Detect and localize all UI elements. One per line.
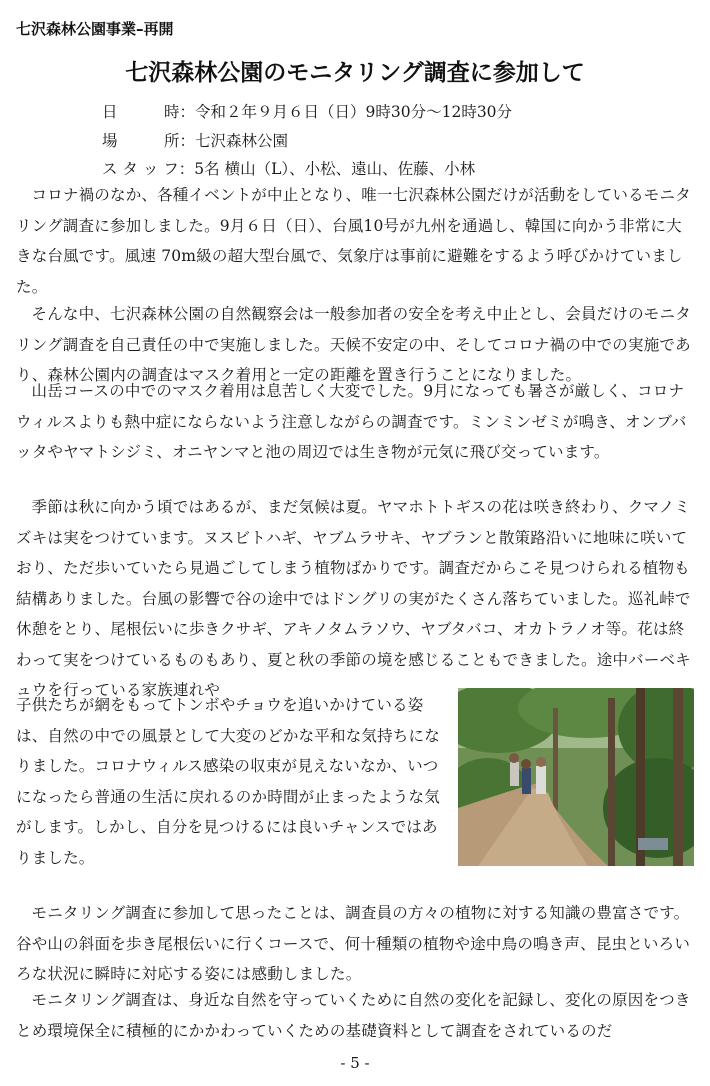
meta-staff [102,155,475,183]
paragraph-6: モニタリング調査は、身近な自然を守っていくために自然の変化を記録し、変化の原因をつきとめ環境保全に積極的にかかわっていくための基礎資料として調査をされているのだ [16,991,691,1040]
paragraph-4: 季節は秋に向かう頃ではあるが、まだ気候は夏。ヤマホトトギスの花は咲き終わり、クマノミズキは実をつけています。ヌスビトハギ、ヤブムラサキ、ヤブランと散策路沿いに地味に咲いており、ただ歩いていたら見過ごしてしまう植物ばかりです。調査だからこそ見つけられる植物も結構ありました。台風の影響で谷の途中ではドングリの実がたくさん落ちていました。巡礼峠で休憩をとり、尾根伝いに歩きクサギ、アキノタムラソウ、ヤブタバコ、オカトラノオ等。花は終わって実をつけているものもあり、夏と秋の季節の境を感じることもできました。途中バーベキュウを行っている家族連れや [16,498,691,699]
meta-value: 5名 横山（L）、小松、遠山、佐藤、小林 [194,160,476,178]
paragraph-4-continued: 子供たちが網をもってトンボやチョウを追いかけている姿は、自然の中での風景として大変のどかな平和な気持ちになりました。コロナウィルス感染の収束が見えないなか、いつになったら普通の生活に戻れるのか時間が止まったような気がします。しかし、自分を見つけるには良いチャンスではありました。 [16,696,440,867]
meta-value: 七沢森林公園 [195,132,289,150]
section-header: 七沢森林公園事業–再開 [16,20,174,38]
meta-label: 場 所： [102,132,196,150]
paragraph-3: 山岳コースの中でのマスク着用は息苦しく大変でした。9月になっても暑さが厳しく、コロナウィルスよりも熱中症にならないよう注意しながらの調査です。ミンミンゼミが鳴き、オンブバッタやヤマトシジミ、オニヤンマと池の周辺では生き物が元気に飛び交っています。 [16,382,687,461]
meta-label: ス タ ッ フ： [102,160,195,178]
meta-place [102,127,288,155]
forest-survey-photo [458,688,694,866]
paragraph-1: コロナ禍のなか、各種イベントが中止となり、唯一七沢森林公園だけが活動をしているモニタリング調査に参加しました。9月６日（日）、台風10号が九州を通過し、韓国に向かう非常に大きな台風です。風速 70m級の超大型台風で、気象庁は事前に避難をするよう呼びかけていました。 [16,186,691,296]
paragraph-2: そんな中、七沢森林公園の自然観察会は一般参加者の安全を考え中止とし、会員だけのモニタリング調査を自己責任の中で実施しました。天候不安定の中、そしてコロナ禍の中での実施であり、森林公園内の調査はマスク着用と一定の距離を置き行うことになりました。 [16,305,691,384]
page-number: - 5 - [340,1054,370,1072]
article-title: 七沢森林公園のモニタリング調査に参加して [125,60,585,86]
meta-datetime [102,98,512,126]
paragraph-5: モニタリング調査に参加して思ったことは、調査員の方々の植物に対する知識の豊富さです。谷や山の斜面を歩き尾根伝いに行くコースで、何十種類の植物や途中鳥の鳴き声、昆虫といろいろな状況に瞬時に対応する姿には感動しました。 [16,904,691,983]
meta-value: 令和２年９月６日（日）9時30分～12時30分 [195,103,513,121]
meta-label: 日 時： [102,103,196,121]
